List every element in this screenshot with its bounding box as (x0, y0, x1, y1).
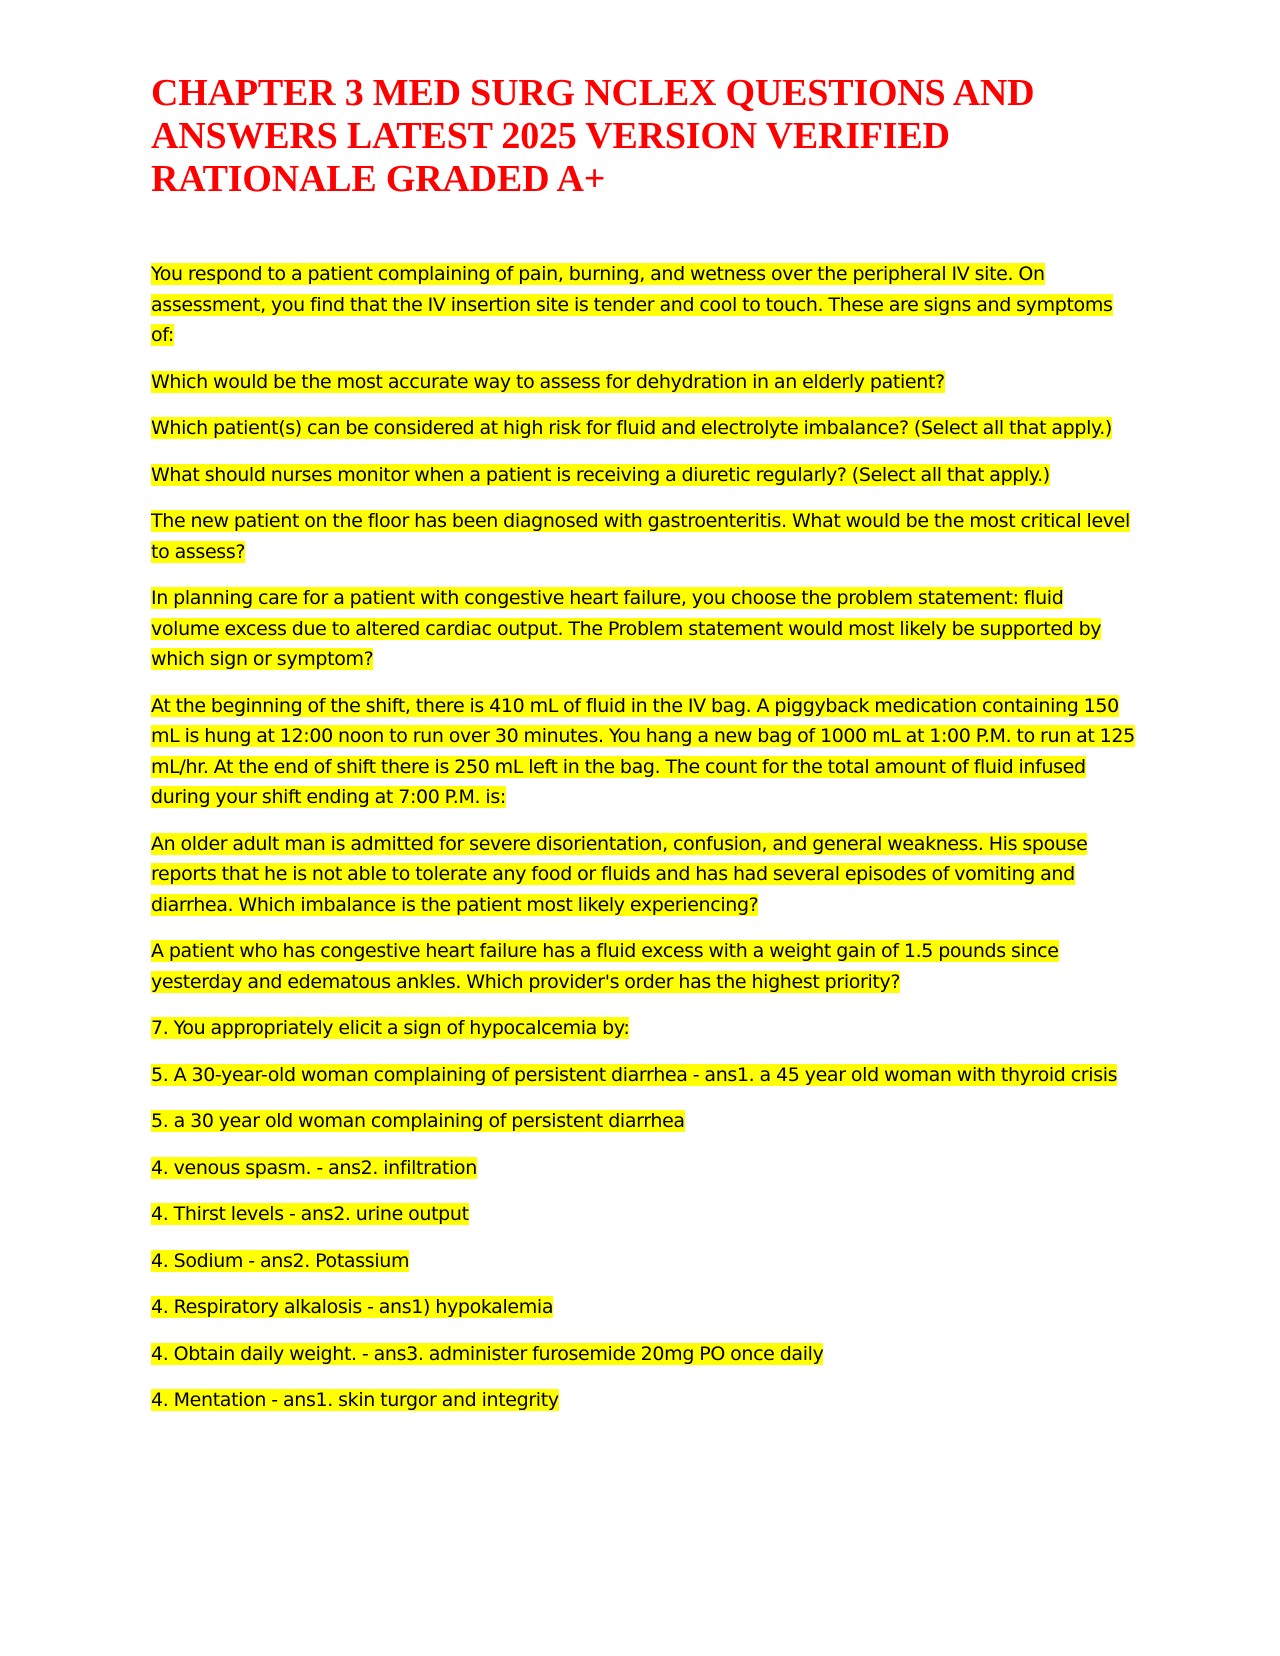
list-item (151, 259, 1136, 351)
list-item (151, 506, 1136, 567)
list-item (151, 1199, 1136, 1230)
highlighted-text: 7. You appropriately elicit a sign of hypocalcemia by: (151, 1017, 630, 1039)
highlighted-text: 4. Mentation - ans1. skin turgor and integrity (151, 1389, 559, 1411)
list-item (151, 1385, 1136, 1416)
highlighted-text: What should nurses monitor when a patient is receiving a diuretic regularly? (Select all that apply.) (151, 463, 1050, 486)
list-item (151, 1060, 1136, 1091)
highlighted-text: 4. Obtain daily weight. - ans3. administer furosemide 20mg PO once daily (151, 1342, 824, 1365)
list-item (151, 413, 1136, 444)
list-item (151, 936, 1136, 997)
highlighted-text: 4. Respiratory alkalosis - ans1) hypokalemia (151, 1296, 554, 1318)
highlighted-text: In planning care for a patient with congestive heart failure, you choose the problem statement: fluid volume excess due to altered cardiac output. The Problem statement would most likely be supported by which sign or symptom? (151, 587, 1102, 670)
highlighted-text: 5. a 30 year old woman complaining of persistent diarrhea (151, 1110, 685, 1132)
list-item (151, 691, 1136, 813)
list-item (151, 460, 1136, 491)
list-item (151, 1153, 1136, 1184)
list-item (151, 1339, 1136, 1370)
highlighted-text: Which would be the most accurate way to assess for dehydration in an elderly patient? (151, 370, 945, 393)
list-item (151, 1246, 1136, 1277)
highlighted-text: 4. Sodium - ans2. Potassium (151, 1249, 410, 1272)
list-item (151, 1013, 1136, 1044)
list-item (151, 829, 1136, 921)
highlighted-text: At the beginning of the shift, there is 410 mL of fluid in the IV bag. A piggyback medication containing 150 mL is hung at 12:00 noon to run over 30 minutes. You hang a new bag of 1000 mL at 1:00 P.M. to run at 125 mL/hr. At the end of shift there is 250 mL left in the bag. The count for the total amount of fluid infused during your shift ending at 7:00 P.M. is: (151, 694, 1135, 808)
list-item (151, 583, 1136, 675)
list-item (151, 367, 1136, 398)
document-title: CHAPTER 3 MED SURG NCLEX QUESTIONS AND ANSWERS LATEST 2025 VERSION VERIFIED RATIONALE GRADED A+ (151, 72, 1035, 200)
highlighted-text: 4. Thirst levels - ans2. urine output (151, 1203, 469, 1225)
highlighted-text: You respond to a patient complaining of pain, burning, and wetness over the peripheral IV site. On assessment, you find that the IV insertion site is tender and cool to touch. These are signs and symptoms of: (151, 263, 1113, 346)
highlighted-text: An older adult man is admitted for severe disorientation, confusion, and general weakness. His spouse reports that he is not able to tolerate any food or fluids and has had several episodes of vomiting and diarrhea. Which imbalance is the patient most likely experiencing? (151, 832, 1088, 916)
highlighted-text: 5. A 30-year-old woman complaining of persistent diarrhea - ans1. a 45 year old woman with thyroid crisis (151, 1063, 1118, 1086)
list-item (151, 1106, 1136, 1137)
question-answer-list (151, 259, 1136, 1432)
highlighted-text: 4. venous spasm. - ans2. infiltration (151, 1156, 477, 1179)
highlighted-text: A patient who has congestive heart failure has a fluid excess with a weight gain of 1.5 pounds since yesterday and edematous ankles. Which provider's order has the highest priority? (151, 940, 1059, 993)
list-item (151, 1292, 1136, 1323)
highlighted-text: The new patient on the floor has been diagnosed with gastroenteritis. What would be the most critical level to assess? (151, 510, 1130, 563)
highlighted-text: Which patient(s) can be considered at high risk for fluid and electrolyte imbalance? (Select all that apply.) (151, 417, 1112, 439)
